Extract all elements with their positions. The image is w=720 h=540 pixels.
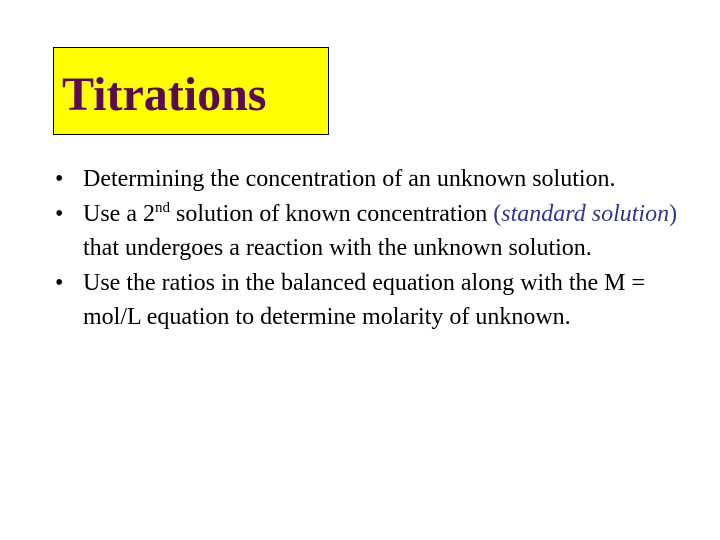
ordinal-superscript: nd [154,199,170,216]
bullet-item-2 [55,197,695,266]
bullet-text: Use the ratios in the balanced equation along with the M = mol/L equation to determine molarity of unknown. [83,269,646,330]
close-paren: ) [669,200,678,227]
bullet-item-1 [55,162,695,197]
bullet-dot-icon: • [55,269,64,296]
bullet-text-part: Use a 2 [83,200,155,227]
open-paren: ( [493,200,502,227]
bullet-dot-icon: • [55,166,64,192]
bullet-text-part: that undergoes a reaction with the unknown solution. [83,235,592,261]
bullet-text: Determining the concentration of an unknown solution. [83,166,616,192]
bullet-text-part: solution of known concentration [169,200,494,227]
title-box [53,47,329,135]
bullet-list [55,162,695,335]
slide-title: Titrations [62,68,267,121]
emphasized-term: standard solution [501,200,670,227]
bullet-dot-icon: • [55,200,64,227]
bullet-item-3 [55,266,695,335]
